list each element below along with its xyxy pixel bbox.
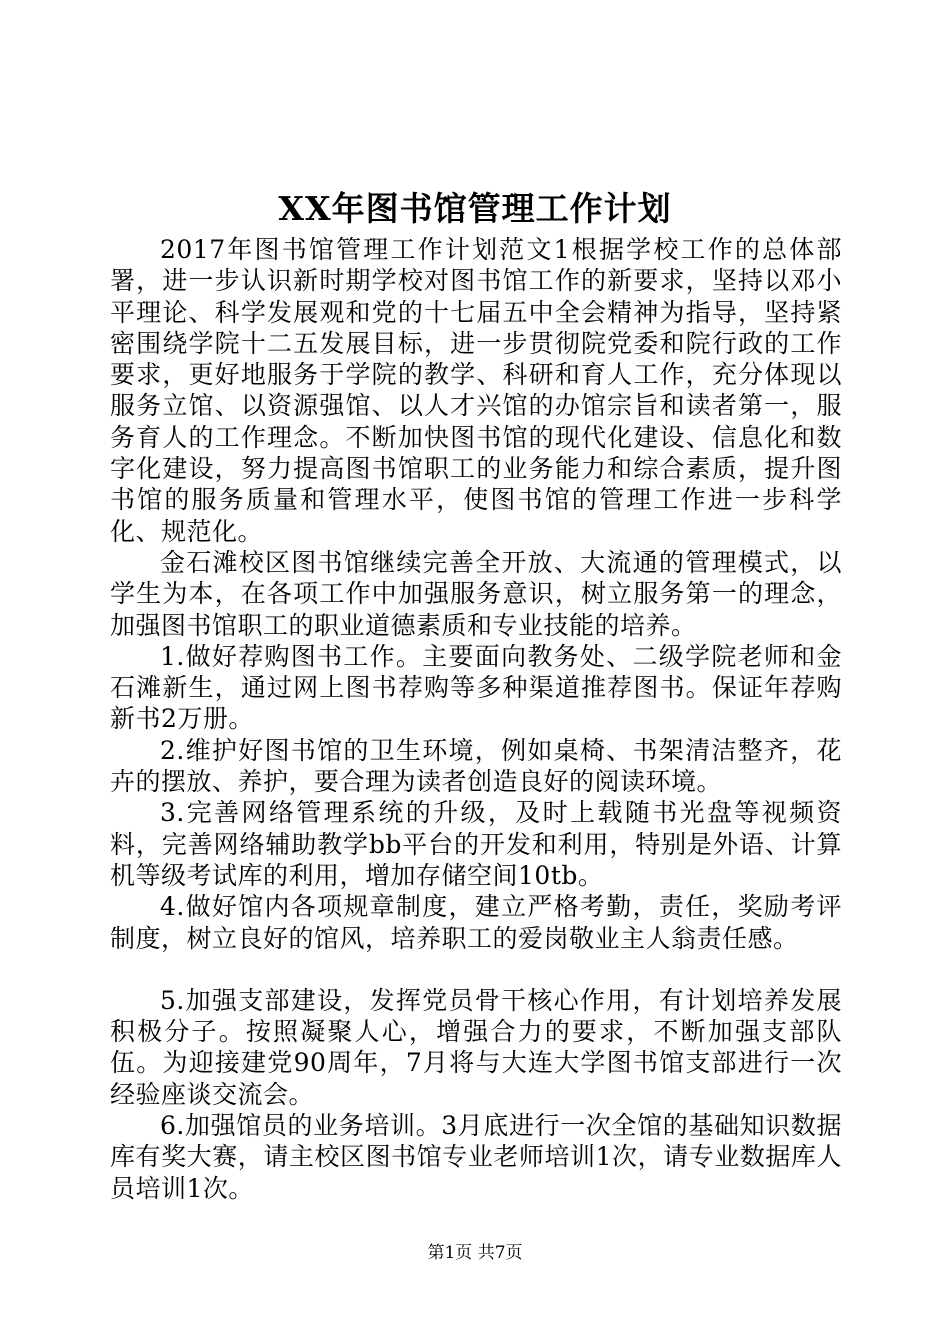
paragraph-item-5: 5.加强支部建设，发挥党员骨干核心作用，有计划培养发展积极分子。按照凝聚人心，增强合力的要求，不断加强支部队伍。为迎接建党90周年，7月将与大连大学图书馆支部进行一次经验座谈交流会。: [110, 985, 842, 1109]
paragraph-item-1: 1.做好荐购图书工作。主要面向教务处、二级学院老师和金石滩新生，通过网上图书荐购等多种渠道推荐图书。保证年荐购新书2万册。: [110, 641, 842, 734]
paragraph-campus-mode: 金石滩校区图书馆继续完善全开放、大流通的管理模式，以学生为本，在各项工作中加强服务意识，树立服务第一的理念，加强图书馆职工的职业道德素质和专业技能的培养。: [110, 547, 842, 640]
paragraph-item-6: 6.加强馆员的业务培训。3月底进行一次全馆的基础知识数据库有奖大赛，请主校区图书馆专业老师培训1次，请专业数据库人员培训1次。: [110, 1111, 842, 1203]
page-number-footer: 第1页 共7页: [427, 1243, 523, 1263]
paragraph-item-3: 3.完善网络管理系统的升级，及时上载随书光盘等视频资料，完善网络辅助教学bb平台的开发和利用，特别是外语、计算机等级考试库的利用，增加存储空间10tb。: [110, 798, 842, 890]
document-title: XX年图书馆管理工作计划: [278, 189, 672, 228]
paragraph-item-4: 4.做好馆内各项规章制度，建立严格考勤，责任，奖励考评制度，树立良好的馆风，培养职工的爱岗敬业主人翁责任感。: [110, 892, 842, 953]
document-body: [110, 234, 842, 1204]
paragraph-intro: 2017年图书馆管理工作计划范文1根据学校工作的总体部署，进一步认识新时期学校对图书馆工作的新要求，坚持以邓小平理论、科学发展观和党的十七届五中全会精神为指导，坚持紧密围绕学院十二五发展目标，进一步贯彻院党委和院行政的工作要求，更好地服务于学院的教学、科研和育人工作，充分体现以服务立馆、以资源强馆、以人才兴馆的办馆宗旨和读者第一，服务育人的工作理念。不断加快图书馆的现代化建设、信息化和数字化建设，努力提高图书馆职工的业务能力和综合素质，提升图书馆的服务质量和管理水平，使图书馆的管理工作进一步科学化、规范化。: [110, 235, 842, 546]
paragraph-item-2: 2.维护好图书馆的卫生环境，例如桌椅、书架清洁整齐，花卉的摆放、养护，要合理为读者创造良好的阅读环境。: [110, 735, 842, 797]
